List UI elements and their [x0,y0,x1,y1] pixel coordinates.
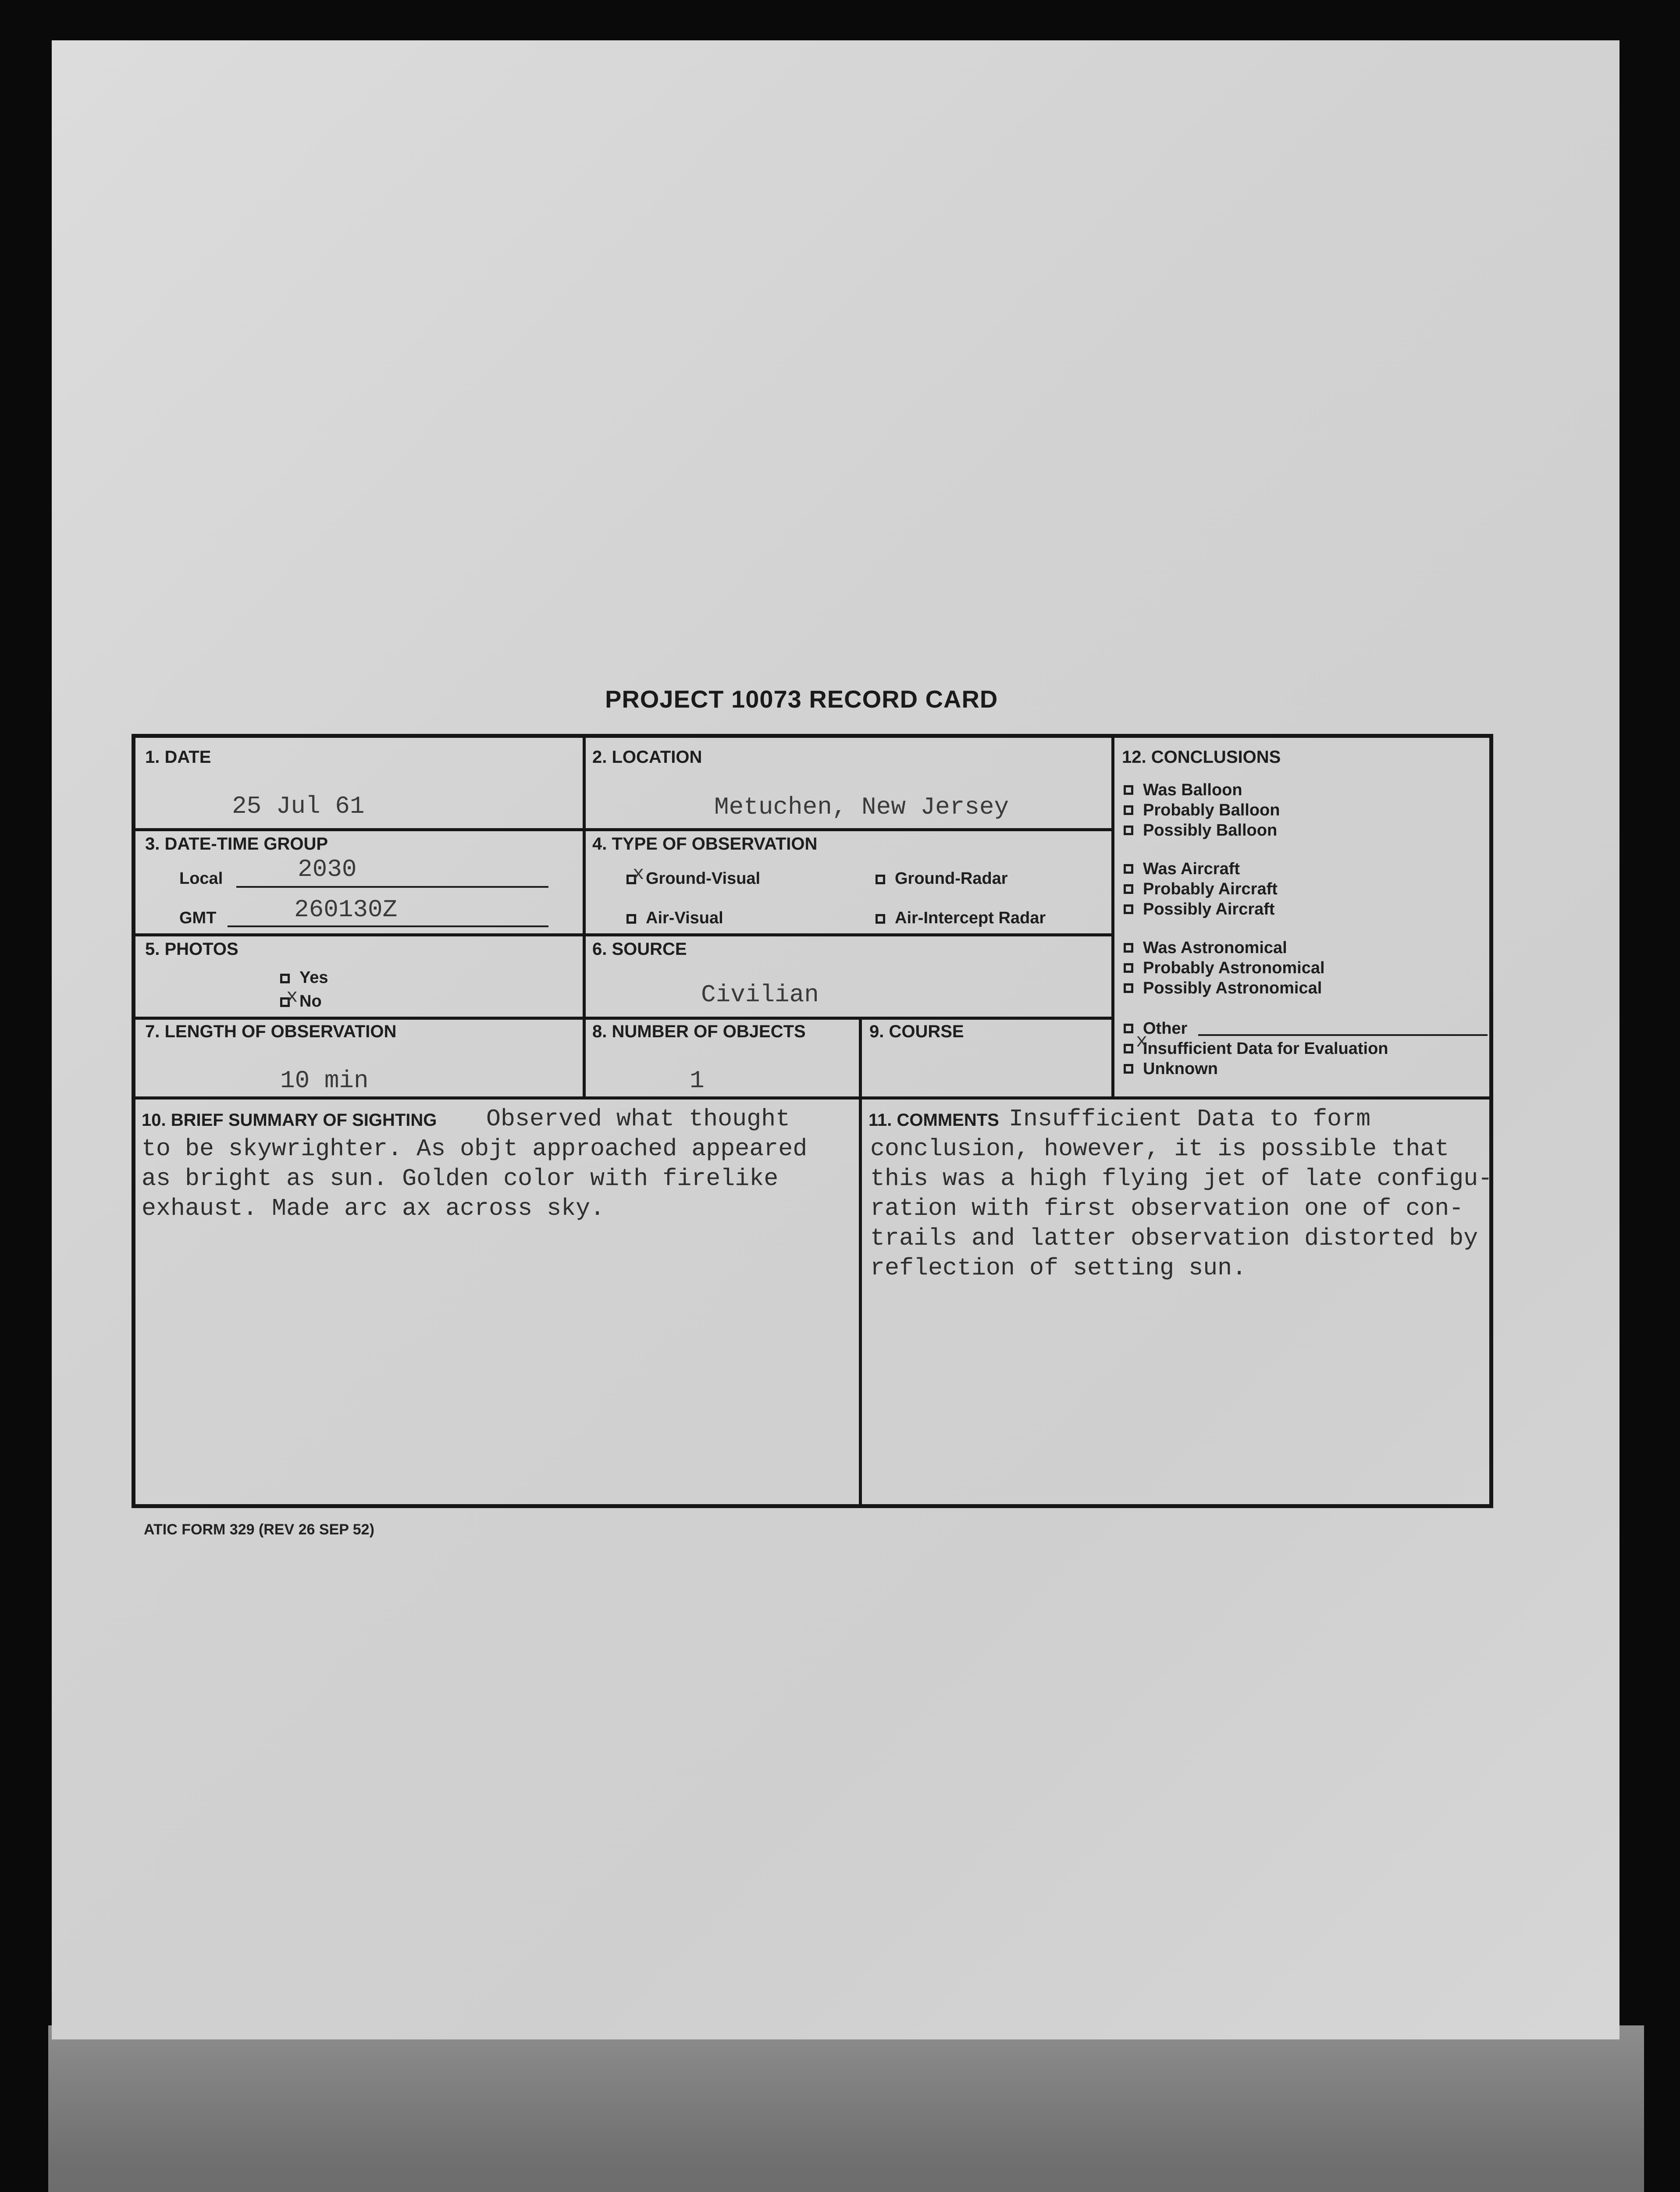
option-air-visual-label: Air-Visual [646,909,723,927]
conclusion-other[interactable] [1124,1020,1187,1037]
checkbox-possibly-balloon[interactable] [1124,826,1133,835]
conclusion-was-balloon[interactable] [1124,782,1242,798]
comments-line-1: conclusion, however, it is possible that [870,1135,1449,1163]
source-value: Civilian [701,981,819,1009]
source-label: 6. SOURCE [592,939,687,959]
divider-v3 [859,1017,862,1096]
summary-line-3: exhaust. Made arc ax across sky. [142,1195,605,1222]
option-air-visual[interactable] [626,910,723,926]
conclusion-probably-astronomical[interactable] [1124,960,1325,976]
comments-line-2: this was a high flying jet of late configu- [870,1165,1493,1192]
comments-line-5: reflection of setting sun. [870,1254,1247,1282]
checkbox-insufficient-data[interactable] [1124,1044,1133,1053]
checkbox-possibly-aircraft[interactable] [1124,904,1133,914]
course-label: 9. COURSE [869,1022,964,1041]
card-title: PROJECT 10073 RECORD CARD [605,685,998,713]
local-underline [236,886,548,888]
conclusion-probably-balloon-label: Probably Balloon [1143,801,1280,819]
conclusion-possibly-aircraft[interactable] [1124,901,1275,918]
form-footer: ATIC FORM 329 (REV 26 SEP 52) [144,1521,374,1538]
date-label: 1. DATE [145,747,211,767]
observation-type-label: 4. TYPE OF OBSERVATION [592,834,818,854]
checkbox-ground-radar[interactable] [876,875,885,884]
checkbox-probably-aircraft[interactable] [1124,884,1133,894]
option-ground-visual[interactable] [626,870,760,887]
conclusion-unknown-label: Unknown [1143,1060,1218,1078]
gmt-underline [228,925,548,927]
check-mark-insufficient-data: x [1136,1031,1148,1053]
checkbox-air-visual[interactable] [626,914,636,924]
length-label: 7. LENGTH OF OBSERVATION [145,1022,397,1041]
checkbox-possibly-astronomical[interactable] [1124,983,1133,993]
conclusion-probably-aircraft-label: Probably Aircraft [1143,880,1278,898]
option-ground-visual-label: Ground-Visual [646,869,761,888]
conclusion-unknown[interactable] [1124,1060,1218,1077]
divider-h3 [135,1017,1113,1020]
scan-background [48,2025,1644,2192]
conclusion-possibly-balloon[interactable] [1124,822,1277,839]
summary-first-line: Observed what thought [486,1105,790,1133]
gmt-label: GMT [179,909,217,927]
conclusion-was-aircraft[interactable] [1124,861,1240,877]
option-ground-radar[interactable] [876,870,1008,887]
divider-h1 [135,828,1113,831]
option-air-intercept-radar-label: Air-Intercept Radar [895,909,1046,927]
date-value: 25 Jul 61 [232,792,365,820]
gmt-value: 260130Z [294,896,398,924]
divider-h4 [135,1096,1490,1100]
conclusion-was-balloon-label: Was Balloon [1143,781,1242,799]
comments-line-4: trails and latter observation distorted by [870,1224,1478,1252]
local-label: Local [179,869,223,888]
option-photos-no-label: No [299,992,322,1011]
divider-v1 [583,738,586,1096]
conclusion-possibly-astronomical[interactable] [1124,980,1322,996]
checkbox-photos-yes[interactable] [280,974,290,983]
divider-h2 [135,933,1113,936]
checkbox-was-aircraft[interactable] [1124,864,1133,874]
comments-line-3: ration with first observation one of con- [870,1195,1464,1222]
comments-label: 11. COMMENTS [868,1110,999,1130]
photos-label: 5. PHOTOS [145,939,238,959]
checkbox-air-intercept-radar[interactable] [876,914,885,924]
conclusion-other-label: Other [1143,1019,1188,1038]
comments-first-line: Insufficient Data to form [1009,1105,1371,1133]
conclusion-probably-astronomical-label: Probably Astronomical [1143,959,1325,977]
checkbox-was-astronomical[interactable] [1124,943,1133,953]
other-underline [1198,1034,1488,1036]
conclusion-probably-balloon[interactable] [1124,802,1280,818]
summary-label: 10. BRIEF SUMMARY OF SIGHTING [142,1110,437,1130]
checkbox-was-balloon[interactable] [1124,785,1133,795]
location-label: 2. LOCATION [592,747,702,767]
number-of-objects-label: 8. NUMBER OF OBJECTS [592,1022,806,1041]
conclusion-probably-aircraft[interactable] [1124,881,1278,897]
checkbox-probably-balloon[interactable] [1124,805,1133,815]
conclusion-possibly-aircraft-label: Possibly Aircraft [1143,900,1275,918]
location-value: Metuchen, New Jersey [714,793,1009,821]
conclusion-was-astronomical-label: Was Astronomical [1143,939,1287,957]
conclusion-insufficient-data[interactable] [1124,1040,1388,1057]
conclusions-label: 12. CONCLUSIONS [1122,747,1281,767]
divider-v4 [859,1096,862,1505]
local-value: 2030 [298,855,357,883]
option-photos-yes[interactable] [280,969,328,986]
checkbox-unknown[interactable] [1124,1064,1133,1074]
divider-v2 [1111,738,1114,1096]
option-air-intercept-radar[interactable] [876,910,1046,926]
conclusion-was-astronomical[interactable] [1124,939,1287,956]
check-mark-photos-no: x [286,986,298,1008]
number-of-objects-value: 1 [690,1067,705,1095]
record-card [132,734,1493,1508]
check-mark-ground-visual: x [633,863,644,885]
conclusion-possibly-astronomical-label: Possibly Astronomical [1143,979,1322,997]
conclusion-possibly-balloon-label: Possibly Balloon [1143,821,1278,840]
summary-line-2: as bright as sun. Golden color with firelike [142,1165,779,1192]
option-photos-yes-label: Yes [299,968,328,987]
option-ground-radar-label: Ground-Radar [895,869,1008,888]
summary-line-1: to be skywrighter. As objt approached appeared [142,1135,808,1163]
date-time-group-label: 3. DATE-TIME GROUP [145,834,328,854]
length-value: 10 min [280,1067,369,1095]
checkbox-other[interactable] [1124,1024,1133,1033]
checkbox-probably-astronomical[interactable] [1124,963,1133,973]
conclusion-insufficient-data-label: Insufficient Data for Evaluation [1143,1039,1388,1058]
conclusion-was-aircraft-label: Was Aircraft [1143,860,1240,878]
